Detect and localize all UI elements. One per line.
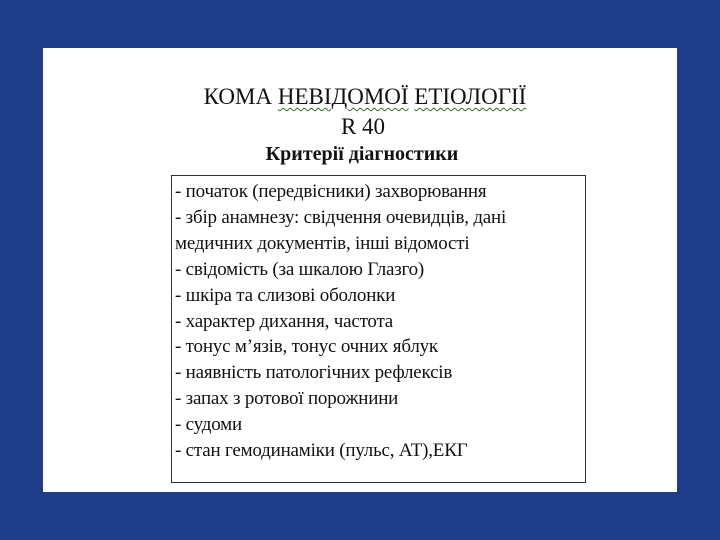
criteria-item: - шкіра та слизові оболонки: [175, 284, 396, 306]
title-word-unknown: НЕВІДОМОЇ: [277, 84, 409, 109]
criteria-item: - характер дихання, частота: [175, 310, 394, 332]
criteria-item: - запах з ротової порожнини: [175, 388, 399, 410]
title-line-1: [48, 85, 682, 108]
criteria-item: медичних документів, інші відомості: [175, 232, 470, 254]
title-word-coma: КОМА: [203, 84, 278, 109]
title-code: R 40: [340, 114, 386, 139]
subtitle: Критерії діагностики: [265, 143, 459, 165]
criteria-item: - наявність патологічних рефлексів: [175, 362, 453, 384]
criteria-item: - тонус м’язів, тонус очних яблук: [175, 336, 438, 358]
title-word-etiology: ЕТІОЛОГІЇ: [414, 84, 527, 109]
criteria-item: - початок (передвісники) захворювання: [175, 181, 487, 202]
criteria-box: [171, 175, 586, 483]
criteria-item: - свідомість (за шкалою Глазго): [175, 258, 425, 280]
criteria-item: - стан гемодинаміки (пульс, АТ),ЕКГ: [175, 440, 468, 462]
criteria-item: - збір анамнезу: свідчення очевидців, дані: [175, 206, 507, 228]
slide: [43, 48, 677, 492]
criteria-item: - судоми: [175, 414, 242, 436]
